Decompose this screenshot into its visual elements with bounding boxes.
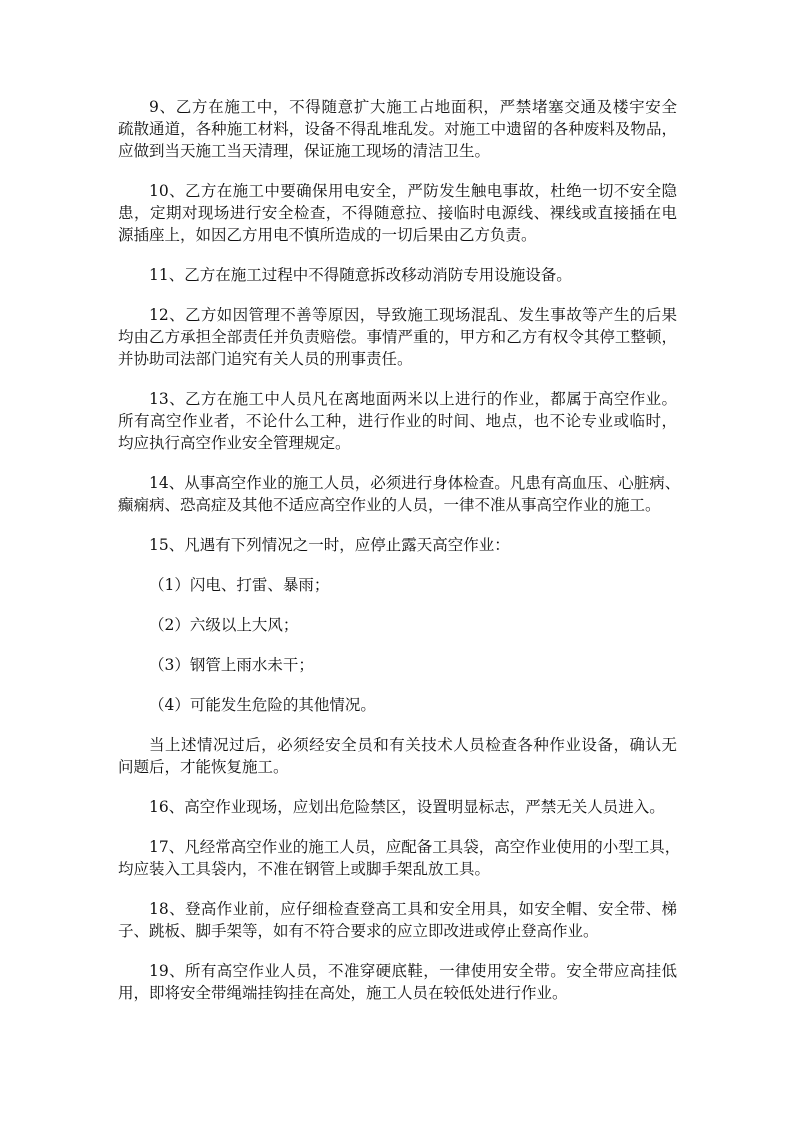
paragraph-line: 当上述情况过后，必须经安全员和有关技术人员检查各种作业设备，确认无 xyxy=(149,736,677,754)
paragraph-line: 源插座上，如因乙方用电不慎所造成的一切后果由乙方负责。 xyxy=(118,226,537,244)
paragraph-line: 子、跳板、脚手架等，如有不符合要求的应立即改进或停止登高作业。 xyxy=(118,922,599,940)
paragraph xyxy=(118,264,677,286)
paragraph-line: 11、乙方在施工过程中不得随意拆改移动消防专用设施设备。 xyxy=(149,266,572,284)
paragraph xyxy=(118,654,677,676)
paragraph-line: （2）六级以上大风； xyxy=(149,616,299,634)
paragraph-line: 16、高空作业现场，应划出危险禁区，设置明显标志，严禁无关人员进入。 xyxy=(149,798,665,816)
paragraph-line: （4）可能发生危险的其他情况。 xyxy=(149,696,376,714)
paragraph xyxy=(118,574,677,596)
paragraph xyxy=(118,898,677,942)
paragraph-line: 10、乙方在施工中要确保用电安全，严防发生触电事故，杜绝一切不安全隐 xyxy=(149,182,677,200)
paragraph-line: 15、凡遇有下列情况之一时，应停止露天高空作业： xyxy=(149,536,510,554)
paragraph xyxy=(118,472,681,516)
paragraph xyxy=(118,694,677,716)
paragraph xyxy=(118,836,681,880)
paragraph-line: 17、凡经常高空作业的施工人员，应配备工具袋，高空作业使用的小型工具， xyxy=(149,838,681,856)
paragraph-line: 问题后，才能恢复施工。 xyxy=(118,758,289,776)
paragraph xyxy=(118,614,677,636)
paragraph xyxy=(118,734,677,778)
document-page xyxy=(118,96,681,1022)
paragraph xyxy=(118,304,677,370)
paragraph xyxy=(118,534,677,556)
paragraph xyxy=(118,96,677,162)
paragraph-line: 应做到当天施工当天清理，保证施工现场的清洁卫生。 xyxy=(118,142,491,160)
paragraph xyxy=(118,388,677,454)
paragraph-line: 12、乙方如因管理不善等原因，导致施工现场混乱、发生事故等产生的后果 xyxy=(149,306,677,324)
paragraph xyxy=(118,180,677,246)
paragraph-line: 均由乙方承担全部责任并负责赔偿。事情严重的，甲方和乙方有权令其停工整顿， xyxy=(118,328,677,346)
paragraph-line: 患，定期对现场进行安全检查，不得随意拉、接临时电源线、裸线或直接插在电 xyxy=(118,204,677,222)
paragraph-line: 均应装入工具袋内，不准在钢管上或脚手架乱放工具。 xyxy=(118,860,491,878)
paragraph-line: （1）闪电、打雷、暴雨； xyxy=(149,576,330,594)
paragraph-line: 9、乙方在施工中，不得随意扩大施工占地面积，严禁堵塞交通及楼宇安全 xyxy=(149,98,677,116)
paragraph-line: 均应执行高空作业安全管理规定。 xyxy=(118,434,351,452)
paragraph-line: （3）钢管上雨水未干； xyxy=(149,656,314,674)
paragraph xyxy=(118,960,677,1004)
paragraph-line: 疏散通道，各种施工材料，设备不得乱堆乱发。对施工中遗留的各种废料及物品， xyxy=(118,120,677,138)
paragraph-line: 19、所有高空作业人员，不准穿硬底鞋，一律使用安全带。安全带应高挂低 xyxy=(149,962,677,980)
paragraph-line: 13、乙方在施工中人员凡在离地面两米以上进行的作业，都属于高空作业。 xyxy=(149,390,677,408)
paragraph-line: 并协助司法部门追究有关人员的刑事责任。 xyxy=(118,350,413,368)
paragraph-line: 14、从事高空作业的施工人员，必须进行身体检查。凡患有高血压、心脏病、 xyxy=(149,474,681,492)
paragraph-line: 癫痫病、恐高症及其他不适应高空作业的人员，一律不准从事高空作业的施工。 xyxy=(118,496,661,514)
paragraph xyxy=(118,796,677,818)
paragraph-line: 所有高空作业者，不论什么工种，进行作业的时间、地点，也不论专业或临时， xyxy=(118,412,677,430)
paragraph-line: 用，即将安全带绳端挂钩挂在高处，施工人员在较低处进行作业。 xyxy=(118,984,568,1002)
paragraph-line: 18、登高作业前，应仔细检查登高工具和安全用具，如安全帽、安全带、梯 xyxy=(149,900,677,918)
